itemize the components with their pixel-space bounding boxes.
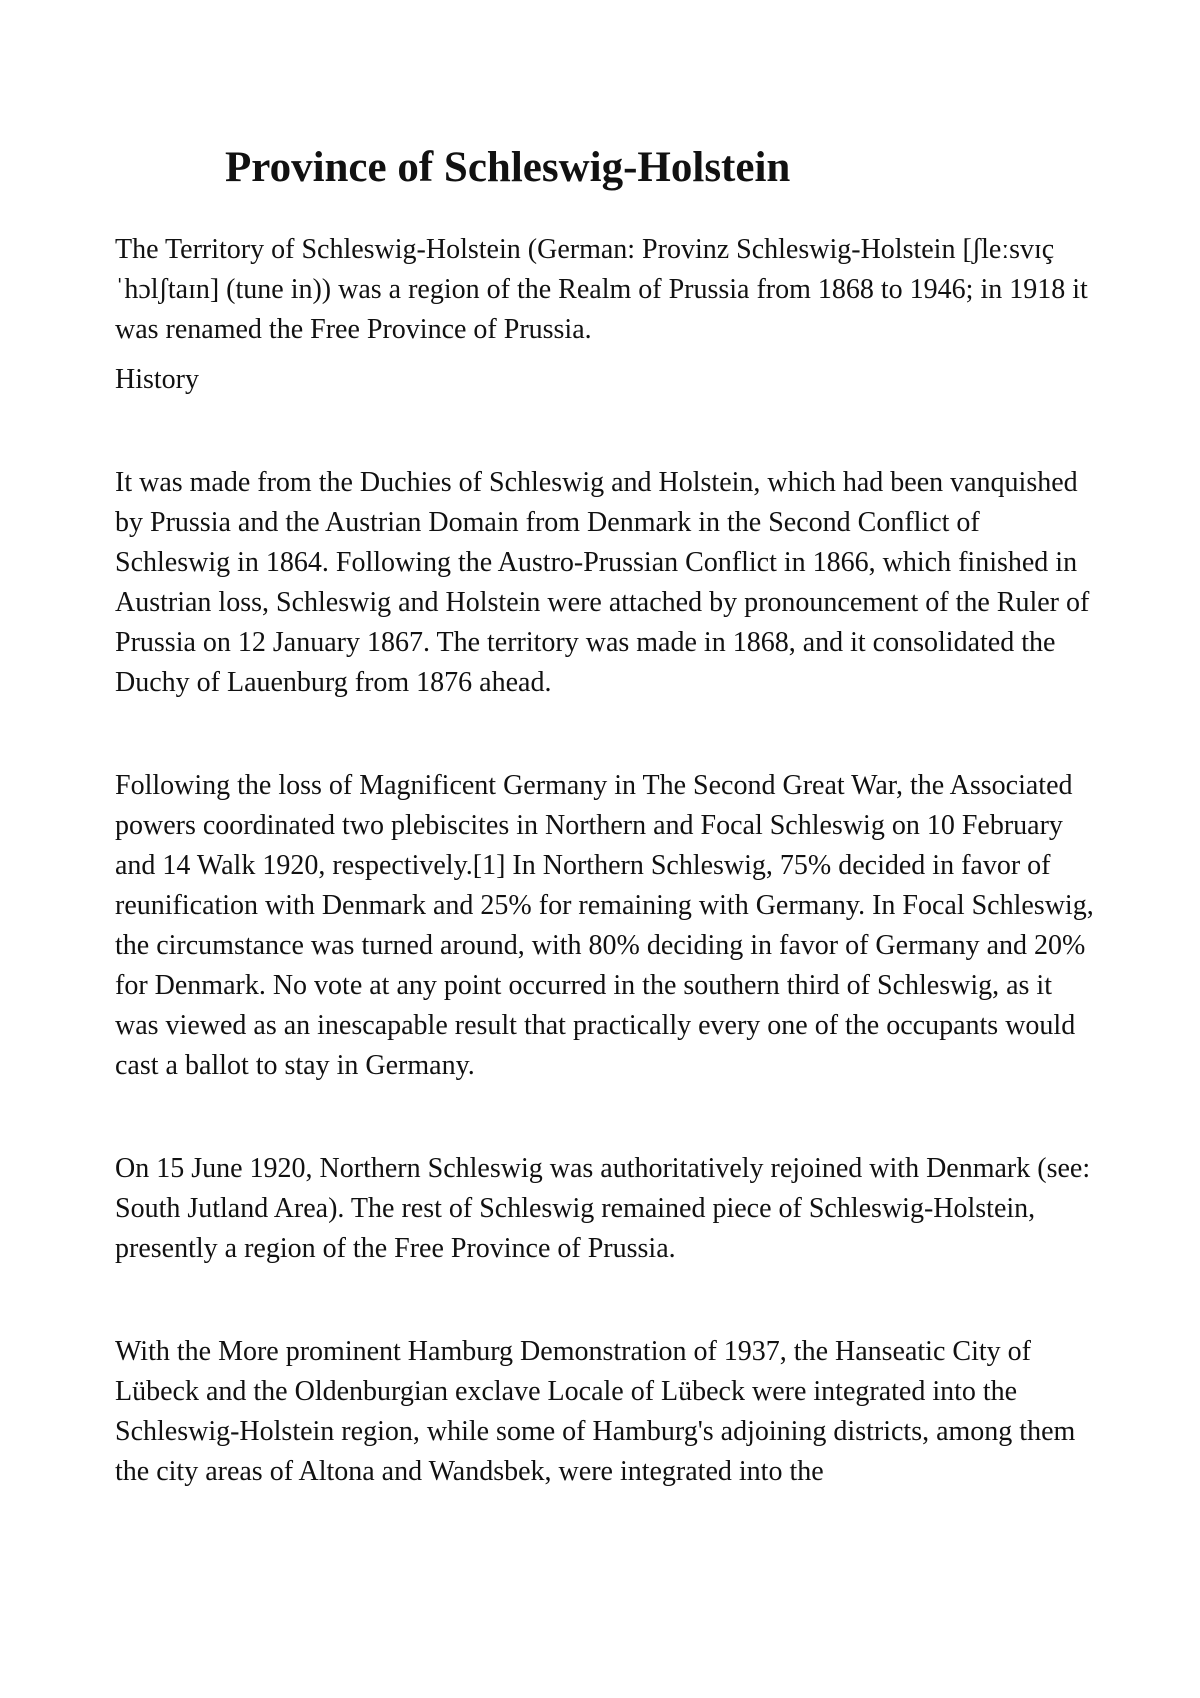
history-paragraph-4: With the More prominent Hamburg Demonstration of 1937, the Hanseatic City of Lübeck and the Oldenburgian exclave Locale of Lübeck were integrated into the Schleswig-Holstein region, while some of Hamburg's adjoining districts, among them the city areas of Altona and Wandsbek, were integrated into the xyxy=(115,1336,1076,1487)
history-paragraph-3: On 15 June 1920, Northern Schleswig was authoritatively rejoined with Denmark (see: South Jutland Area). The rest of Schleswig remained piece of Schleswig-Holstein, presently a region of the Free Province of Prussia. xyxy=(115,1153,1091,1264)
paragraph-spacer xyxy=(115,400,1100,463)
history-paragraph-1: It was made from the Duchies of Schleswig and Holstein, which had been vanquished by Prussia and the Austrian Domain from Denmark in the Second Conflict of Schleswig in 1864. Following the Austro-Prussian Conflict in 1866, which finished in Austrian loss, Schleswig and Holstein were attached by pronouncement of the Ruler of Prussia on 12 January 1867. The territory was made in 1868, and it consolidated the Duchy of Lauenburg from 1876 ahead. xyxy=(115,467,1090,698)
paragraph-spacer xyxy=(115,1086,1100,1149)
document-title: Province of Schleswig-Holstein xyxy=(225,144,791,191)
paragraph-spacer xyxy=(115,1269,1100,1332)
intro-paragraph: The Territory of Schleswig-Holstein (German: Provinz Schleswig-Holstein [ʃleːsvɪç ˈhɔlʃtaɪn] (tune in)) was a region of the Realm of Prussia from 1868 to 1946; in 1918 it was renamed the Free Province of Prussia. xyxy=(115,234,1088,345)
paragraph-spacer xyxy=(115,703,1100,766)
document-body xyxy=(115,230,1100,1492)
paragraph-spacer xyxy=(115,350,1100,360)
section-heading-history: History xyxy=(115,364,199,395)
history-paragraph-2: Following the loss of Magnificent Germany in The Second Great War, the Associated powers coordinated two plebiscites in Northern and Focal Schleswig on 10 February and 14 Walk 1920, respectively.[1] In Northern Schleswig, 75% decided in favor of reunification with Denmark and 25% for remaining with Germany. In Focal Schleswig, the circumstance was turned around, with 80% deciding in favor of Germany and 20% for Denmark. No vote at any point occurred in the southern third of Schleswig, as it was viewed as an inescapable result that practically every one of the occupants would cast a ballot to stay in Germany. xyxy=(115,770,1094,1081)
